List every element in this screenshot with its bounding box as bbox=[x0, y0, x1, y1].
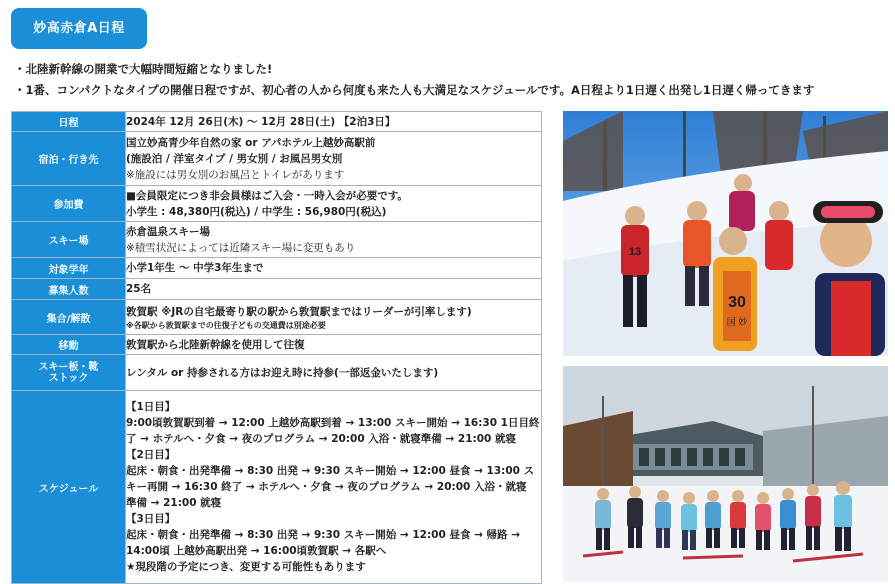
schedule-line: 9:00頃敦賀駅到着 → 12:00 上越妙高駅到着 → 13:00 スキー開始 → 16:30 1日目終 bbox=[126, 417, 540, 429]
lodging-line-1: 国立妙高青少年自然の家 or アパホテル上越妙高駅前 bbox=[126, 136, 376, 149]
info-table bbox=[11, 111, 542, 584]
value-grade: 小学1年生 〜 中学3年生まで bbox=[126, 258, 542, 279]
meeting-note: ※各駅から敦賀駅までの往復子どもの交通費は別途必要 bbox=[126, 320, 326, 330]
ski-area-line-1: 赤倉温泉スキー場 bbox=[126, 225, 210, 238]
bib-number-13: 13 bbox=[628, 246, 642, 258]
row-ski-area bbox=[12, 222, 542, 258]
value-fee bbox=[126, 186, 542, 222]
value-transport: 敦賀駅から北陸新幹線を使用して往復 bbox=[126, 335, 542, 355]
schedule-line: キー再開 → 16:30 終了 → ホテルへ・夕食 → 夜のプログラム → 20:00 入浴・就寝 bbox=[126, 481, 527, 493]
row-grade bbox=[12, 258, 542, 279]
schedule-line: ★現段階の予定につき、変更する可能性もあります bbox=[126, 561, 366, 573]
value-ski-area bbox=[126, 222, 542, 258]
schedule-line: 起床・朝食・出発準備 → 8:30 出発 → 9:30 スキー開始 → 12:00 昼食 → 13:00 ス bbox=[126, 465, 535, 477]
value-schedule bbox=[126, 391, 542, 584]
ski-group-photo-2 bbox=[563, 366, 888, 582]
label-lodging: 宿泊・行き先 bbox=[12, 132, 126, 186]
schedule-line: 【2日目】 bbox=[126, 449, 176, 461]
label-transport: 移動 bbox=[12, 335, 126, 355]
label-meeting: 集合/解散 bbox=[12, 300, 126, 335]
label-gear bbox=[12, 355, 126, 391]
row-date bbox=[12, 112, 542, 132]
label-capacity: 募集人数 bbox=[12, 279, 126, 300]
label-fee: 参加費 bbox=[12, 186, 126, 222]
bib-text: 国 妙 bbox=[726, 317, 748, 327]
fee-line-2: 小学生 : 48,380円(税込) / 中学生 : 56,980円(税込) bbox=[126, 205, 387, 218]
ski-area-line-2: ※積雪状況によっては近隣スキー場に変更もあり bbox=[126, 241, 356, 254]
value-capacity: 25名 bbox=[126, 279, 542, 300]
value-meeting bbox=[126, 300, 542, 335]
row-fee bbox=[12, 186, 542, 222]
row-transport bbox=[12, 335, 542, 355]
fee-line-1: ■会員限定につき非会員様はご入会・一時入会が必要です。 bbox=[126, 189, 408, 202]
schedule-line: 了 → ホテルへ・夕食 → 夜のプログラム → 20:00 入浴・就寝準備 → 21:00 就寝 bbox=[126, 433, 516, 445]
intro-line-2: ・1番、コンパクトなタイプの開催日程ですが、初心者の人から何度も来た人も大満足なスケジュールです。A日程より1日遅く出発し1日遅く帰ってきます bbox=[14, 83, 815, 97]
intro-line-1: ・北陸新幹線の開業で大幅時間短縮となりました! bbox=[14, 62, 273, 76]
value-gear: レンタル or 持参される方はお迎え時に持参(一部返金いたします) bbox=[126, 355, 542, 391]
label-ski-area: スキー場 bbox=[12, 222, 126, 258]
label-grade: 対象学年 bbox=[12, 258, 126, 279]
row-gear bbox=[12, 355, 542, 391]
ski-slope-photo-1 bbox=[563, 111, 888, 356]
schedule-line: 起床・朝食・出発準備 → 8:30 出発 → 9:30 スキー開始 → 12:00 昼食 → 帰路 → bbox=[126, 529, 521, 541]
row-capacity bbox=[12, 279, 542, 300]
schedule-line: 【3日目】 bbox=[126, 513, 176, 525]
lodging-line-2: (施設泊 / 洋室タイプ / 男女別 / お風呂男女別 bbox=[126, 152, 343, 165]
row-meeting bbox=[12, 300, 542, 335]
row-lodging bbox=[12, 132, 542, 186]
value-lodging bbox=[126, 132, 542, 186]
schedule-line: 【1日目】 bbox=[126, 401, 176, 413]
schedule-line: 14:00頃 上越妙高駅出発 → 16:00頃敦賀駅 → 各駅へ bbox=[126, 545, 387, 557]
label-gear-line-2: ストック bbox=[48, 372, 89, 384]
meeting-line: 敦賀駅 ※JRの自宅最寄り駅の駅から敦賀駅まではリーダーが引率します) bbox=[126, 305, 472, 318]
course-title-badge: 妙高赤倉A日程 bbox=[11, 8, 147, 49]
bib-number-30: 30 bbox=[728, 294, 746, 311]
ski-group-photo-2-image bbox=[563, 366, 888, 582]
label-gear-line-1: スキー板・靴 bbox=[38, 361, 99, 373]
lodging-line-3: ※施設には男女別のお風呂とトイレがあります bbox=[126, 168, 345, 181]
value-date: 2024年 12月 26日(木) 〜 12月 28日(土) 【2泊3日】 bbox=[126, 112, 542, 132]
ski-slope-photo-1-image bbox=[563, 111, 888, 356]
label-schedule: スケジュール bbox=[12, 391, 126, 584]
schedule-line: 準備 → 21:00 就寝 bbox=[126, 497, 222, 509]
label-date: 日程 bbox=[12, 112, 126, 132]
row-schedule bbox=[12, 391, 542, 584]
